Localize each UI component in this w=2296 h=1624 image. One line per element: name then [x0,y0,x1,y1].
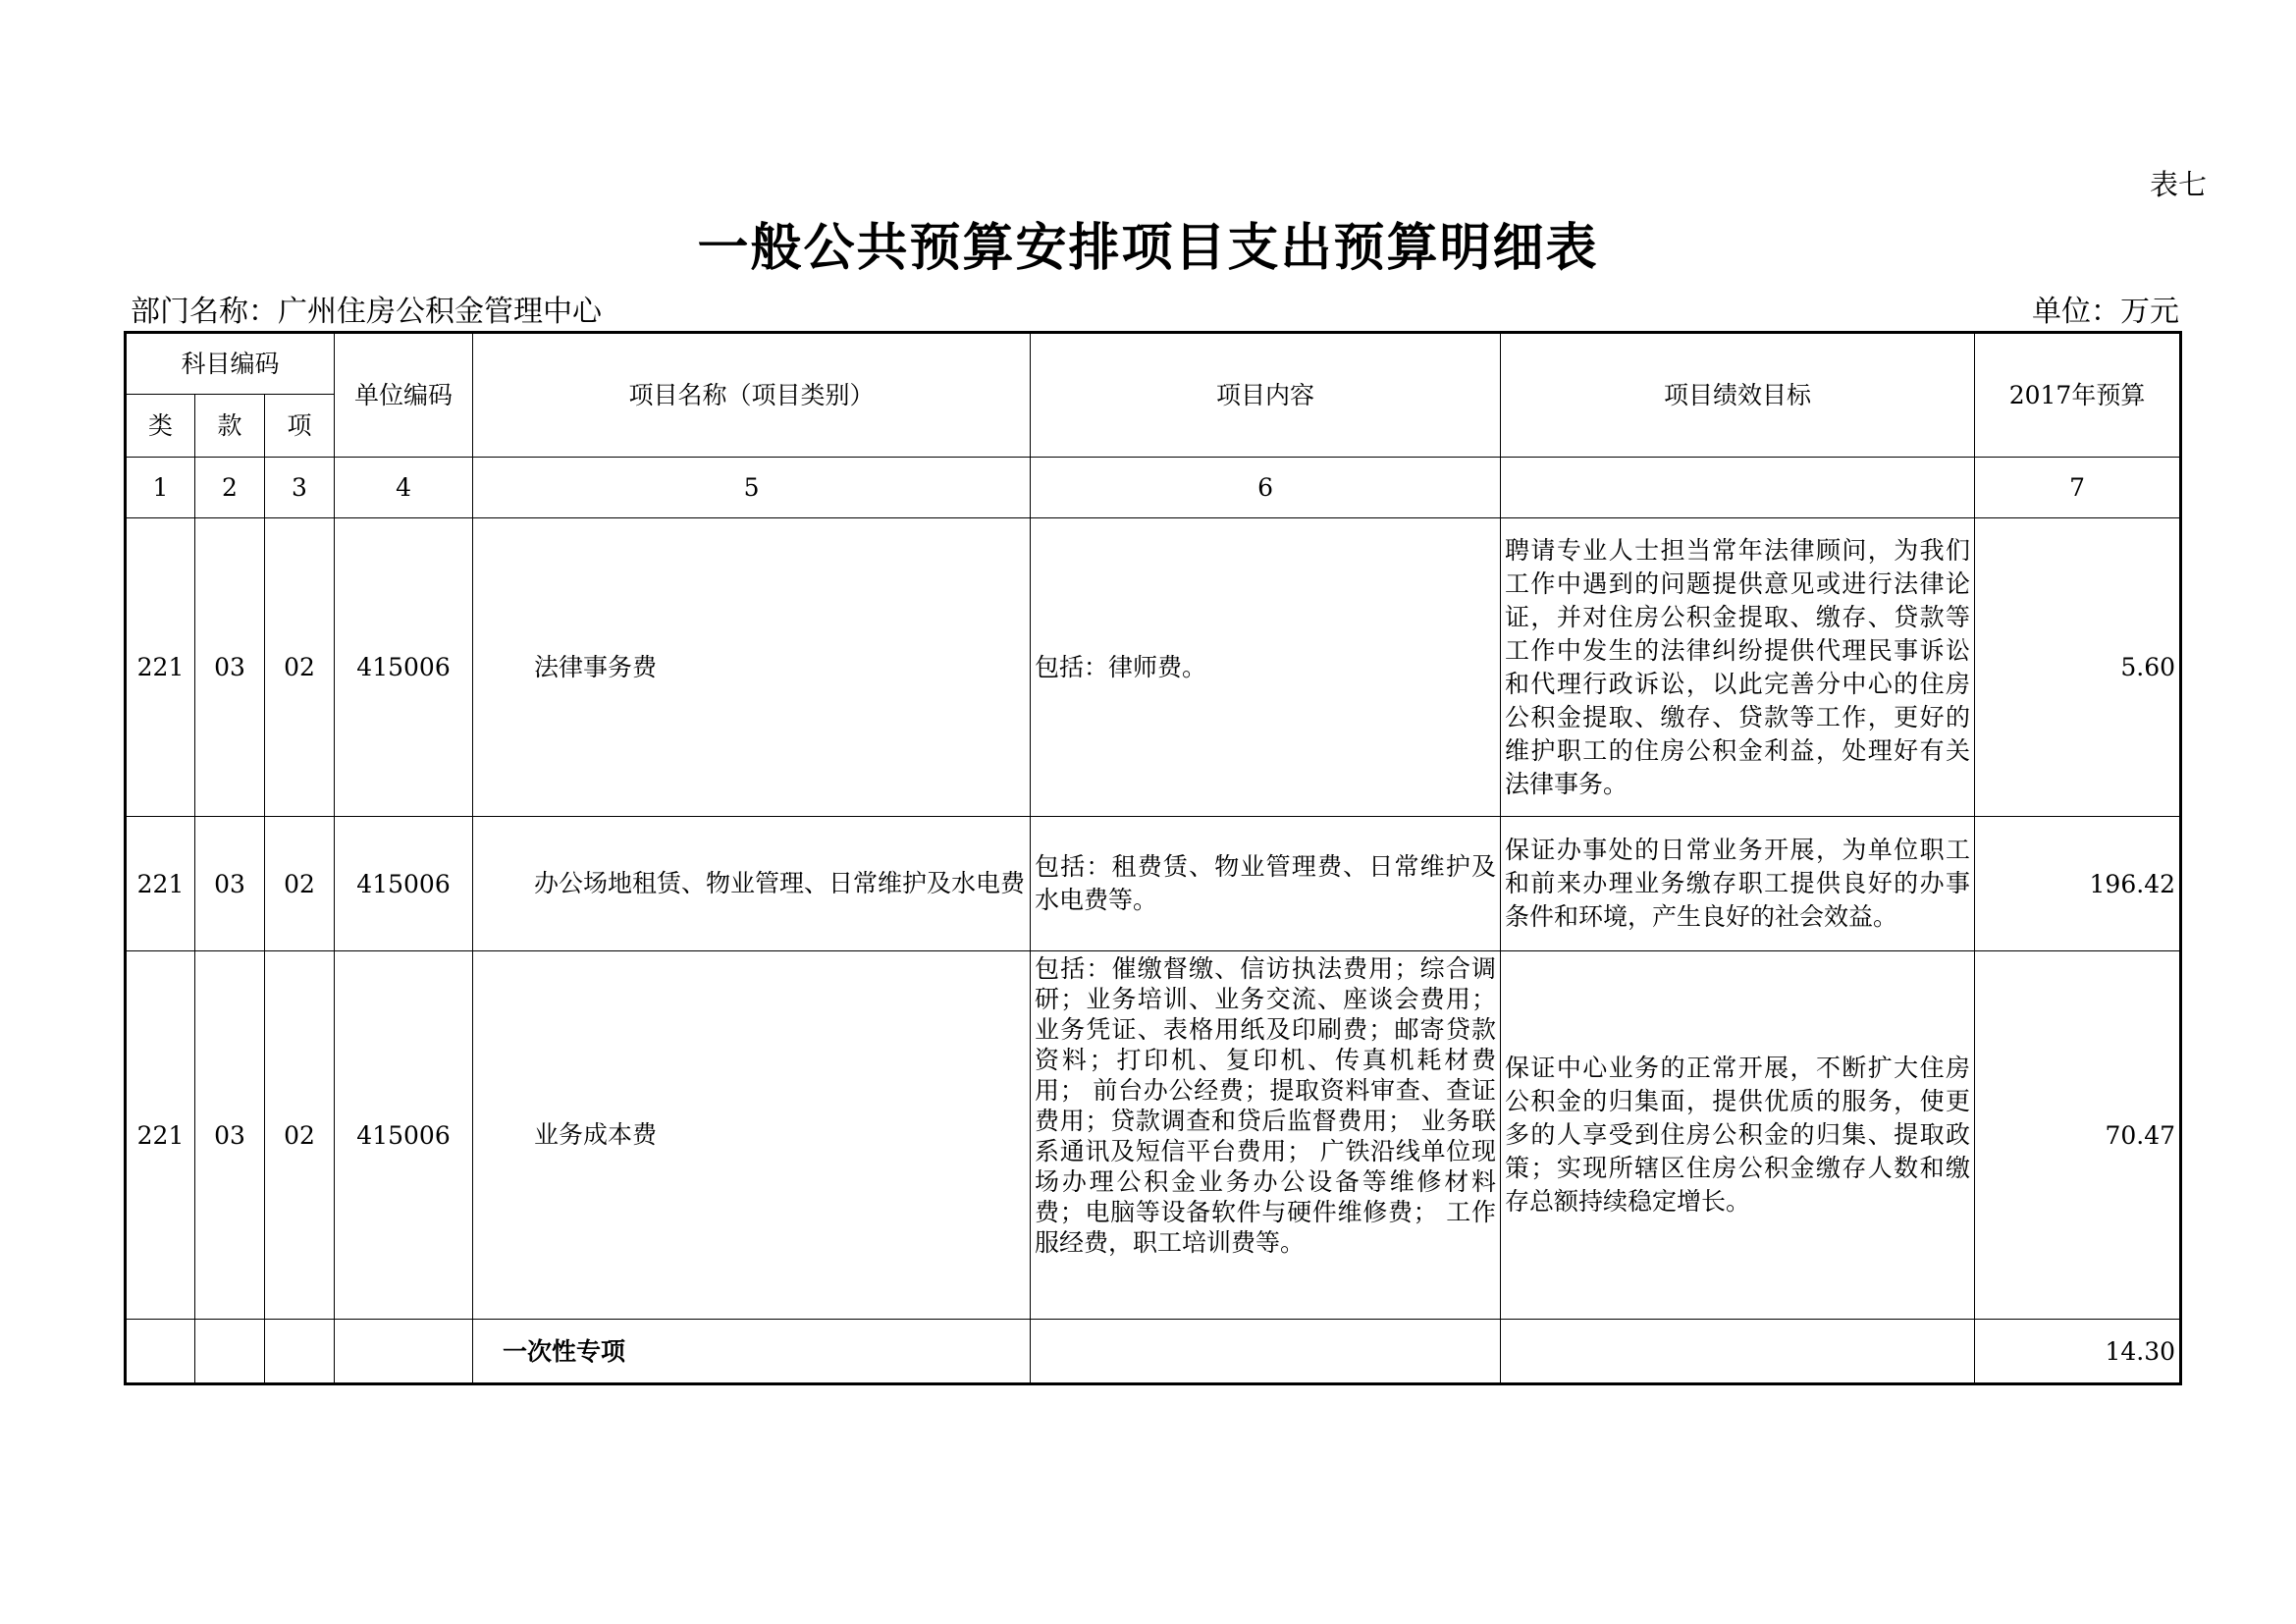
project-name-text: 办公场地租赁、物业管理、日常维护及水电费 [534,869,1026,897]
index-cell: 4 [335,458,473,518]
budget-table [124,331,2182,1385]
lei-cell: 221 [126,518,195,817]
kuan-cell: 03 [195,518,265,817]
subtotal-row [126,1320,2181,1384]
project-content-cell [1031,518,1501,817]
project-name-text: 法律事务费 [534,652,658,681]
index-cell [1501,458,1975,518]
xiang-cell: 02 [265,518,335,817]
header-subject-code: 科目编码 [126,333,335,395]
header-kuan: 款 [195,395,265,458]
table-number-label: 表七 [2150,168,2208,201]
project-content-text: 包括：租费赁、物业管理费、日常维护及水电费等。 [1035,852,1497,914]
table-row [126,951,2181,1320]
index-cell: 7 [1975,458,2181,518]
unit-label: 单位：万元 [2032,295,2179,329]
budget-cell: 70.47 [1975,951,2181,1320]
header-performance-goal: 项目绩效目标 [1501,333,1975,458]
index-row [126,458,2181,518]
budget-cell: 196.42 [1975,817,2181,951]
unit-code-cell: 415006 [335,518,473,817]
performance-text: 聘请专业人士担当常年法律顾问，为我们工作中遇到的问题提供意见或进行法律论证，并对住房公积金提取、缴存、贷款等工作中发生的法律纠纷提供代理民事诉讼和代理行政诉讼，以此完善分中心的住房公积金提取、缴存、贷款等工作，更好的维护职工的住房公积金利益，处理好有关法律事务。 [1505,535,1971,798]
empty-cell [126,1320,195,1384]
index-cell: 5 [473,458,1031,518]
index-cell: 6 [1031,458,1501,518]
kuan-cell: 03 [195,817,265,951]
project-name-cell [473,817,1031,951]
table-row [126,817,2181,951]
project-name-text: 业务成本费 [534,1120,658,1149]
performance-cell [1501,518,1975,817]
empty-cell [265,1320,335,1384]
project-content-cell [1031,951,1501,1320]
empty-cell [1501,1320,1975,1384]
page-title: 一般公共预算安排项目支出预算明细表 [697,218,1599,278]
project-content-text: 包括：催缴督缴、信访执法费用；综合调研；业务培训、业务交流、座谈会费用；业务凭证、表格用纸及印刷费；邮寄贷款资料；打印机、复印机、传真机耗材费用； 前台办公经费；提取资料审查、查证费用；贷款调查和贷后监督费用； 业务联系通讯及短信平台费用； 广铁沿线单位现场办理公积金业务办公设备等维修材料费；电脑等设备软件与硬件维修费； 工作服经费，职工培训费等。 [1035,954,1497,1257]
lei-cell: 221 [126,817,195,951]
xiang-cell: 02 [265,951,335,1320]
project-content-text: 包括：律师费。 [1035,652,1207,681]
header-unit-code: 单位编码 [335,333,473,458]
xiang-cell: 02 [265,817,335,951]
header-xiang: 项 [265,395,335,458]
header-lei: 类 [126,395,195,458]
empty-cell [335,1320,473,1384]
project-content-cell [1031,817,1501,951]
index-cell: 1 [126,458,195,518]
unit-code-cell: 415006 [335,817,473,951]
subtotal-budget: 14.30 [1975,1320,2181,1384]
table-row [126,518,2181,817]
unit-code-cell: 415006 [335,951,473,1320]
subtotal-label: 一次性专项 [473,1320,1031,1384]
index-cell: 2 [195,458,265,518]
performance-text: 保证办事处的日常业务开展，为单位职工和前来办理业务缴存职工提供良好的办事条件和环境，产生良好的社会效益。 [1505,836,1971,931]
performance-cell [1501,951,1975,1320]
department-name: 部门名称：广州住房公积金管理中心 [131,295,602,329]
header-row-1 [126,333,2181,395]
performance-text: 保证中心业务的正常开展，不断扩大住房公积金的归集面，提供优质的服务，使更多的人享受到住房公积金的归集、提取政策；实现所辖区住房公积金缴存人数和缴存总额持续稳定增长。 [1505,1054,1971,1216]
header-project-name: 项目名称（项目类别） [473,333,1031,458]
header-budget-2017: 2017年预算 [1975,333,2181,458]
empty-cell [195,1320,265,1384]
kuan-cell: 03 [195,951,265,1320]
empty-cell [1031,1320,1501,1384]
project-name-cell [473,518,1031,817]
budget-cell: 5.60 [1975,518,2181,817]
performance-cell [1501,817,1975,951]
project-name-cell [473,951,1031,1320]
header-project-content: 项目内容 [1031,333,1501,458]
index-cell: 3 [265,458,335,518]
lei-cell: 221 [126,951,195,1320]
